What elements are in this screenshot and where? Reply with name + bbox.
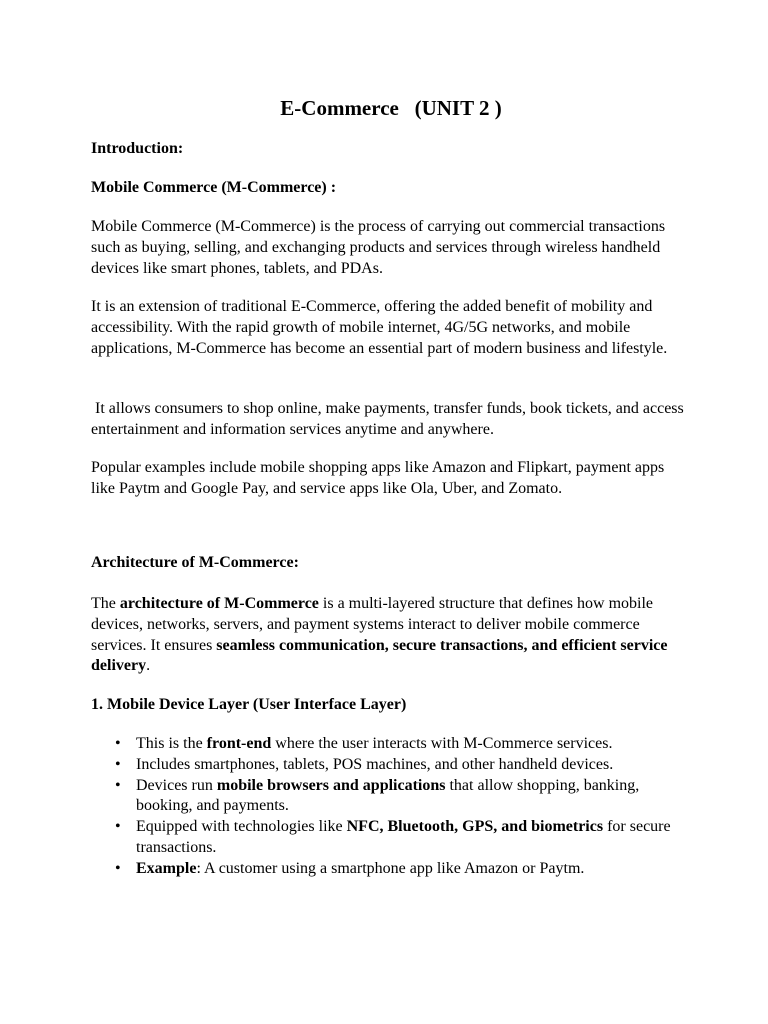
bullet-text: that allow shopping, banking, booking, and payments. <box>136 776 640 815</box>
paragraph-architecture <box>91 594 691 677</box>
bullet-text: : A customer using a smartphone app like Amazon or Paytm. <box>196 859 585 877</box>
architecture-heading: Architecture of M-Commerce: <box>91 554 299 571</box>
bullet-icon: • <box>115 818 121 836</box>
bullet-icon: • <box>115 859 121 877</box>
bullet-text: Includes smartphones, tablets, POS machines, and other handheld devices. <box>136 755 614 773</box>
bullet-list <box>91 734 691 880</box>
bullet-text: Equipped with technologies like <box>136 818 347 836</box>
bullet-bold: front-end <box>206 735 272 752</box>
bullet-text: for secure transactions. <box>136 818 671 856</box>
paragraph-examples: Popular examples include mobile shopping apps like Amazon and Flipkart, payment apps like Paytm and Google Pay, and service apps like Ola, Uber, and Zomato. <box>91 459 665 497</box>
paragraph-allows: It allows consumers to shop online, make payments, transfer funds, book tickets, and access entertainment and information services anytime and anywhere. <box>91 400 688 438</box>
bullet-text: Devices run <box>136 776 217 794</box>
mcommerce-heading: Mobile Commerce (M-Commerce) : <box>91 179 337 196</box>
bullet-bold: mobile browsers and applications <box>216 776 446 794</box>
bullet-icon: • <box>115 776 121 794</box>
list-item <box>91 776 691 818</box>
list-item <box>91 859 691 880</box>
document-title: E-Commerce (UNIT 2 ) <box>280 96 502 120</box>
paragraph-definition: Mobile Commerce (M-Commerce) is the process of carrying out commercial transactions such as buying, selling, and exchanging products and services through wireless handheld devices like smart phones, tablets, and PDAs. <box>91 218 666 277</box>
bullet-icon: • <box>115 735 121 752</box>
architecture-bold-2: seamless communication, secure transactions, and efficient service delivery <box>91 636 668 675</box>
bullet-bold: Example <box>136 859 197 877</box>
architecture-text-2: is a multi-layered structure that defines how mobile devices, networks, servers, and payment systems interact to deliver mobile commerce services. It ensures <box>91 595 654 654</box>
bullet-icon: • <box>115 755 121 773</box>
layer-heading: 1. Mobile Device Layer (User Interface Layer) <box>91 696 407 713</box>
bullet-bold: NFC, Bluetooth, GPS, and biometrics <box>346 818 604 836</box>
architecture-text-3: . <box>146 657 151 675</box>
bullet-text: This is the <box>136 735 207 752</box>
bullet-text: where the user interacts with M-Commerce services. <box>271 735 613 752</box>
list-item <box>91 755 691 776</box>
list-item <box>91 734 691 755</box>
list-item <box>91 817 691 859</box>
paragraph-extension: It is an extension of traditional E-Commerce, offering the added benefit of mobility and accessibility. With the rapid growth of mobile internet, 4G/5G networks, and mobile applications, M-Commerce has become an essential part of modern business and lifestyle. <box>91 298 668 357</box>
introduction-heading: Introduction: <box>91 140 184 157</box>
architecture-text-1: The <box>91 595 120 612</box>
architecture-bold-1: architecture of M-Commerce <box>119 595 319 612</box>
